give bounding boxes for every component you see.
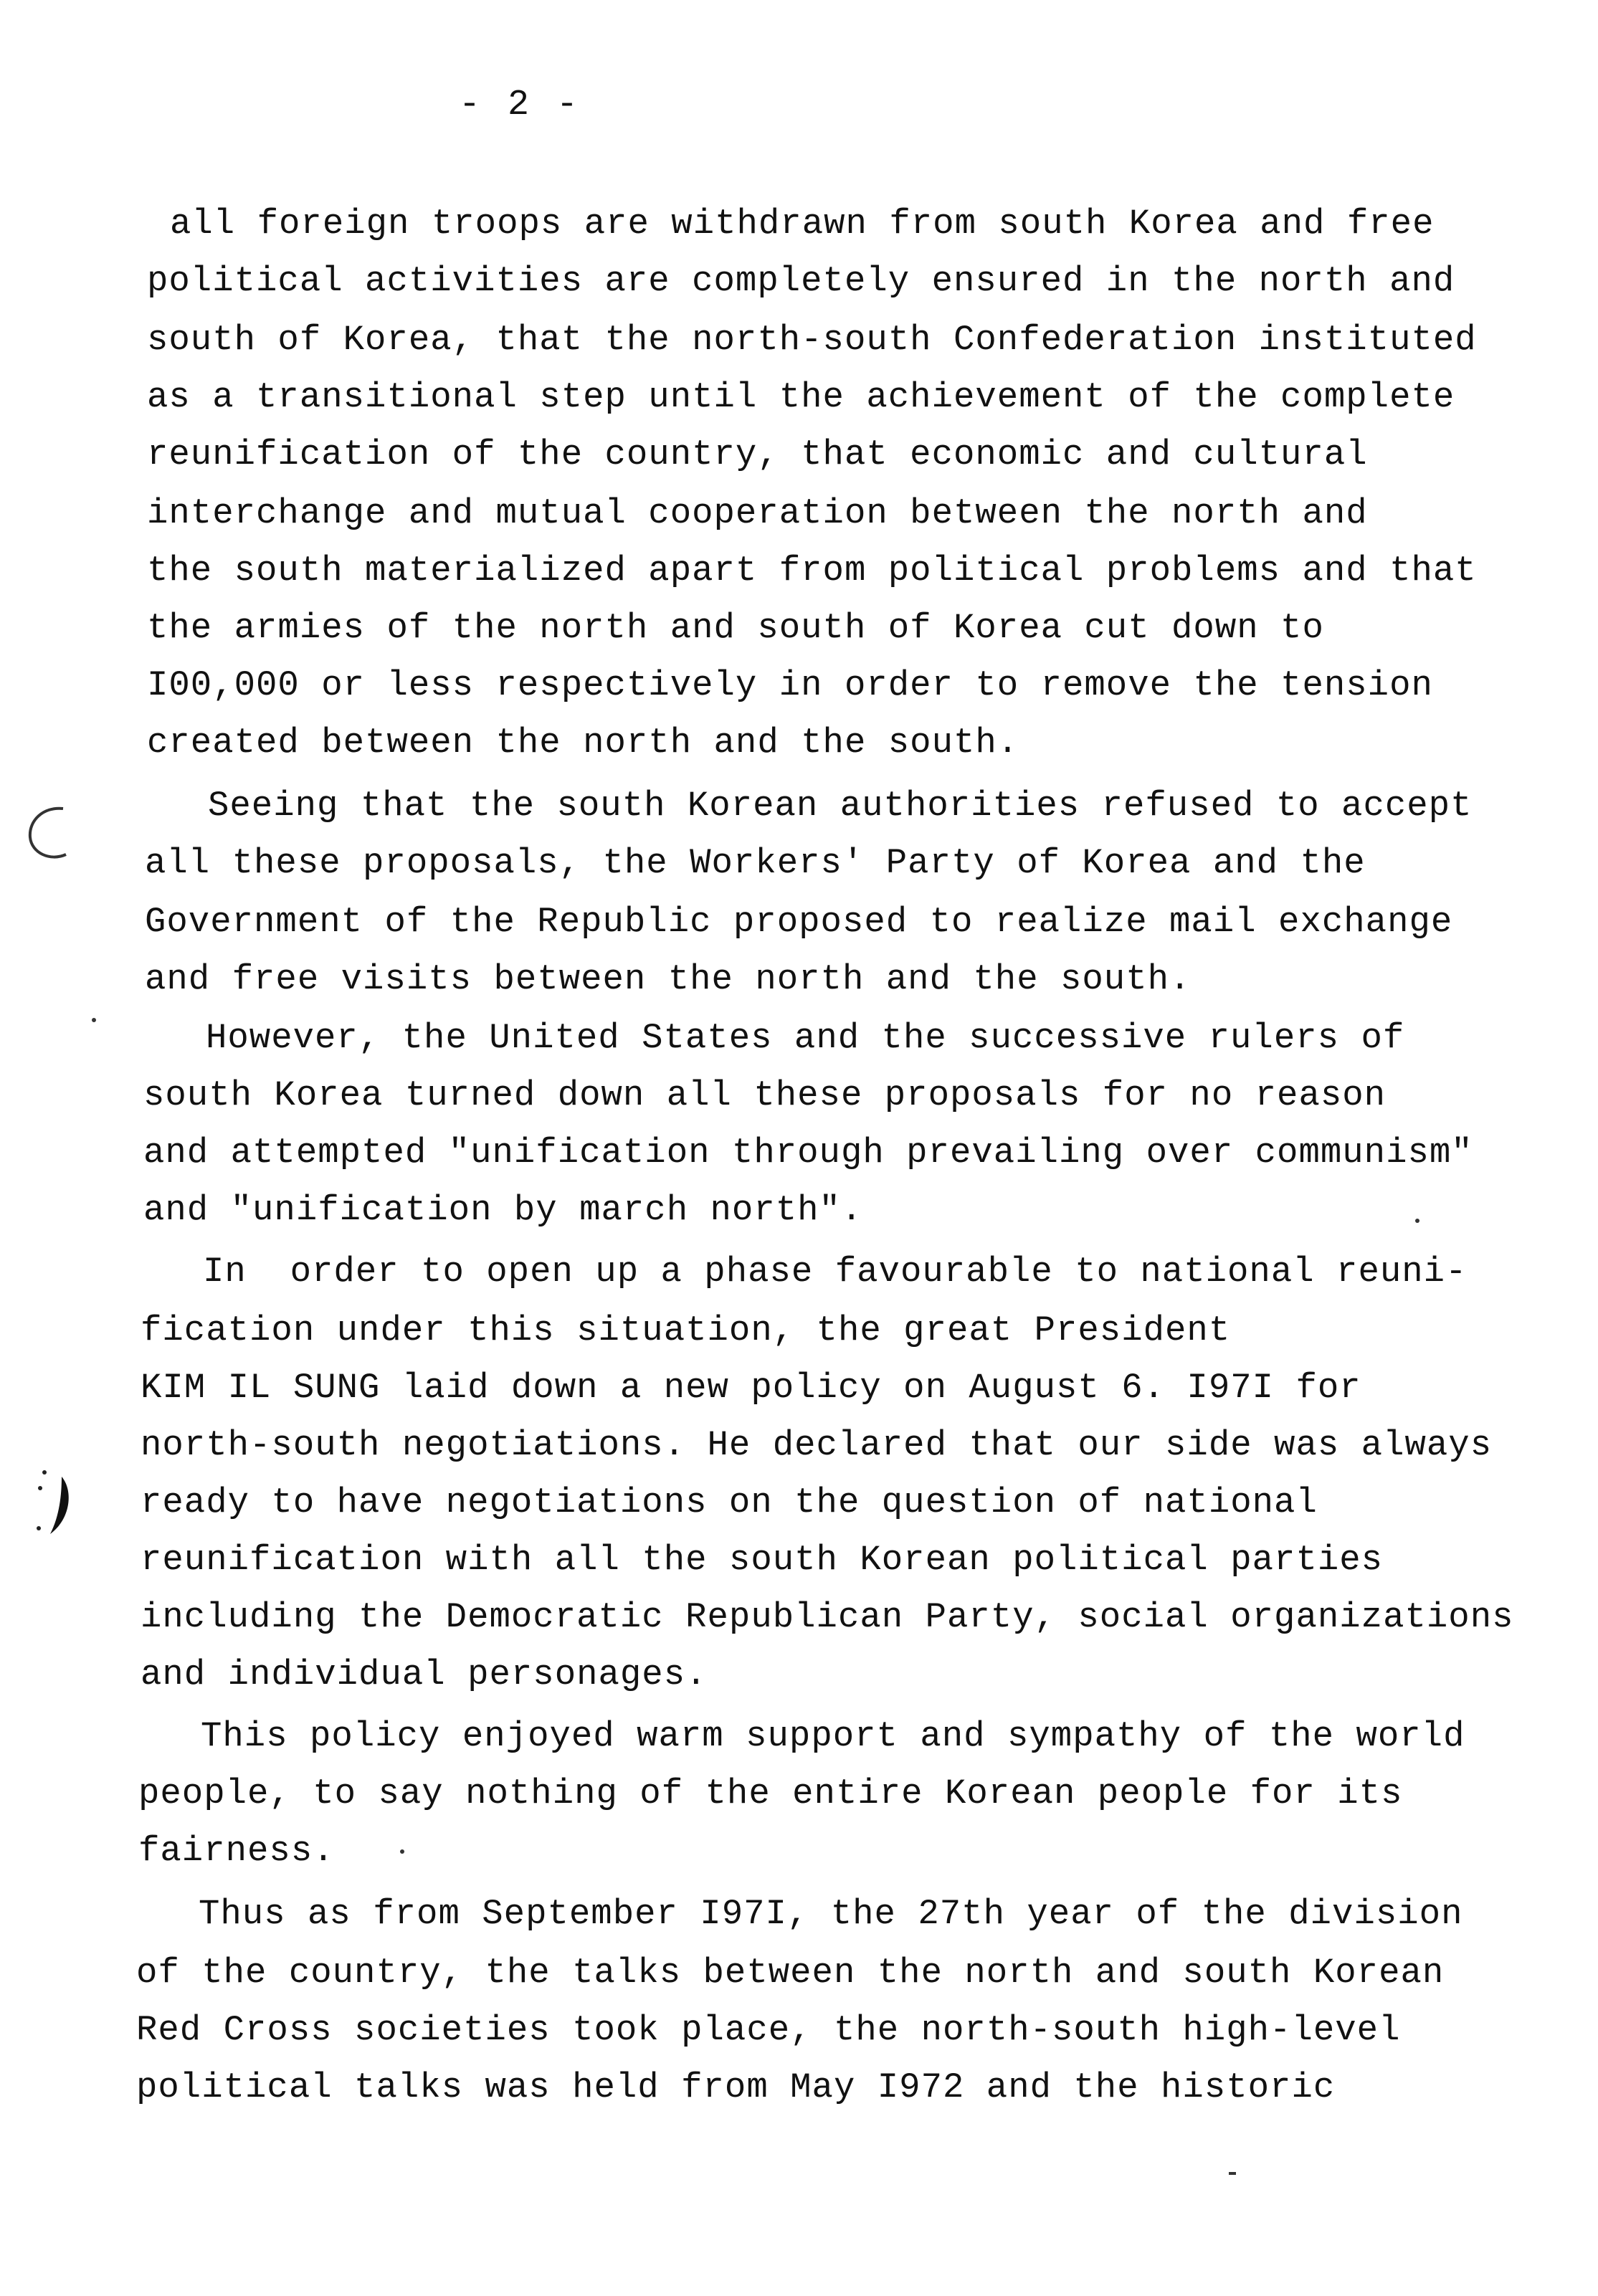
text-line: including the Democratic Republican Party, social organizations <box>141 1597 1514 1637</box>
text-line: In order to open up a phase favourable to national reuni- <box>203 1252 1468 1292</box>
text-line: Thus as from September I97I, the 27th year of the division <box>199 1894 1463 1934</box>
text-line: of the country, the talks between the north and south Korean <box>136 1953 1445 1993</box>
text-line: Seeing that the south Korean authorities refused to accept <box>208 786 1473 826</box>
scan-speck <box>1414 1217 1421 1224</box>
text-line: This policy enjoyed warm support and sympathy of the world <box>201 1716 1465 1756</box>
text-line: ready to have negotiations on the question of national <box>141 1482 1318 1523</box>
scan-speck <box>90 1016 98 1024</box>
text-line: created between the north and the south. <box>147 723 1019 763</box>
scan-speck <box>399 1848 406 1855</box>
text-line: Government of the Republic proposed to realize mail exchange <box>145 902 1453 942</box>
text-line: the armies of the north and south of Korea cut down to <box>147 608 1324 648</box>
text-line: reunification with all the south Korean political parties <box>141 1540 1384 1580</box>
page-number: - 2 - <box>459 85 581 125</box>
text-line: However, the United States and the successive rulers of <box>206 1018 1405 1058</box>
text-line: and attempted "unification through prevailing over communism" <box>143 1133 1473 1173</box>
text-line: political activities are completely ensured in the north and <box>147 261 1455 301</box>
punch-hole-mark-upper <box>22 803 72 867</box>
punch-hole-mark-lower <box>34 1462 77 1541</box>
text-line: south of Korea, that the north-south Confederation instituted <box>147 320 1477 360</box>
text-line: as a transitional step until the achievement of the complete <box>147 377 1455 417</box>
text-line: fication under this situation, the great President <box>141 1310 1231 1351</box>
text-line: Red Cross societies took place, the north-south high-level <box>136 2010 1401 2050</box>
text-line: all these proposals, the Workers' Party of Korea and the <box>145 843 1366 883</box>
text-line: reunification of the country, that economic and cultural <box>147 434 1368 475</box>
text-line: KIM IL SUNG laid down a new policy on August 6. I97I for <box>141 1368 1361 1408</box>
text-line: and individual personages. <box>141 1654 708 1695</box>
text-line: and "unification by march north". <box>143 1190 863 1230</box>
text-line: all foreign troops are withdrawn from south Korea and free <box>170 204 1435 244</box>
text-line: people, to say nothing of the entire Korean people for its <box>138 1773 1403 1814</box>
text-line: the south materialized apart from political problems and that <box>147 551 1477 591</box>
text-line: north-south negotiations. He declared that our side was always <box>141 1425 1493 1465</box>
text-line: south Korea turned down all these proposals for no reason <box>143 1075 1387 1115</box>
text-line: fairness. <box>138 1831 335 1871</box>
scan-speck <box>1228 2170 1237 2177</box>
text-line: and free visits between the north and the south. <box>145 959 1192 999</box>
text-line: interchange and mutual cooperation between the north and <box>147 493 1368 533</box>
text-line: political talks was held from May I972 and the historic <box>136 2067 1336 2107</box>
text-line: I00,000 or less respectively in order to remove the tension <box>147 665 1433 705</box>
